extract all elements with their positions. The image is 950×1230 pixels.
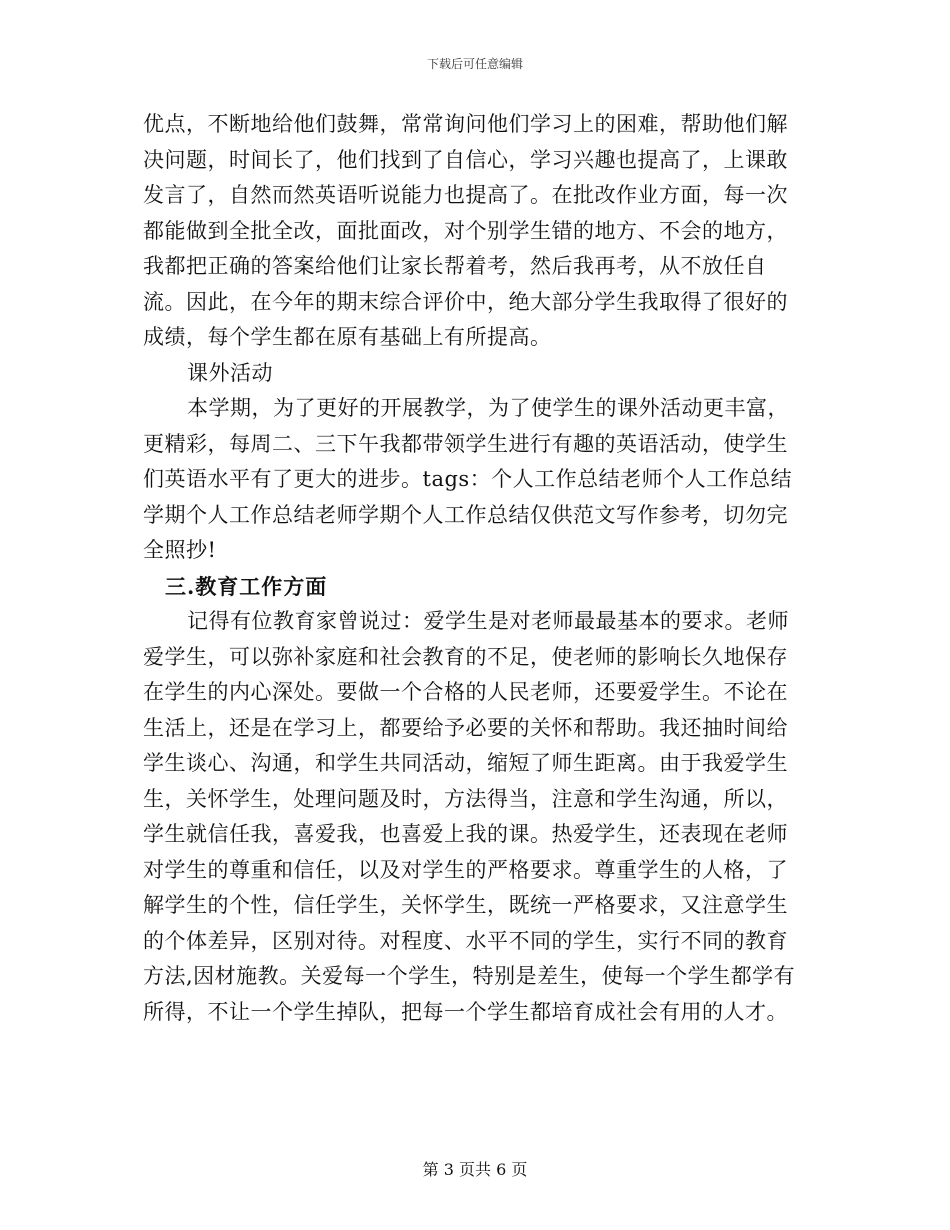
section-heading: 三.教育工作方面	[165, 573, 328, 599]
paragraph-extracurricular: 本学期，为了更好的开展教学，为了使学生的课外活动更丰富，更精彩，每周二、三下午我都带领学生进行有趣的英语活动，使学生们英语水平有了更大的进步。tags：个人工作总结老师个人工作总结学期个人工作总结老师学期个人工作总结仅供范文写作参考，切勿完全照抄!	[143, 396, 793, 562]
page-number: 第 3 页共 6 页	[422, 1160, 528, 1179]
subheading-extracurricular: 课外活动	[187, 360, 273, 385]
document-body	[143, 107, 808, 1030]
paragraph-continued: 优点，不断地给他们鼓舞，常常询问他们学习上的困难，帮助他们解决问题，时间长了，他们找到了自信心，学习兴趣也提高了，上课敢发言了，自然而然英语听说能力也提高了。在批改作业方面，每一次都能做到全批全改，面批面改，对个别学生错的地方、不会的地方，我都把正确的答案给他们让家长帮着考，然后我再考，从不放任自流。因此，在今年的期末综合评价中，绝大部分学生我取得了很好的成绩，每个学生都在原有基础上有所提高。	[143, 112, 788, 349]
paragraph-education: 记得有位教育家曾说过：爱学生是对老师最最基本的要求。老师爱学生，可以弥补家庭和社会教育的不足，使老师的影响长久地保存在学生的内心深处。要做一个合格的人民老师，还要爱学生。不论在生活上，还是在学习上，都要给予必要的关怀和帮助。我还抽时间给学生谈心、沟通，和学生共同活动，缩短了师生距离。由于我爱学生生，关怀学生，处理问题及时，方法得当，注意和学生沟通，所以，学生就信任我，喜爱我，也喜爱上我的课。热爱学生，还表现在老师对学生的尊重和信任，以及对学生的严格要求。尊重学生的人格，了解学生的个性，信任学生，关怀学生，既统一严格要求，又注意学生的个体差异，区别对待。对程度、水平不同的学生，实行不同的教育方法,因材施教。关爱每一个学生，特别是差生，使每一个学生都学有所得，不让一个学生掉队，把每一个学生都培育成社会有用的人才。	[143, 609, 796, 1024]
page-header: 下载后可任意编辑	[426, 57, 523, 71]
